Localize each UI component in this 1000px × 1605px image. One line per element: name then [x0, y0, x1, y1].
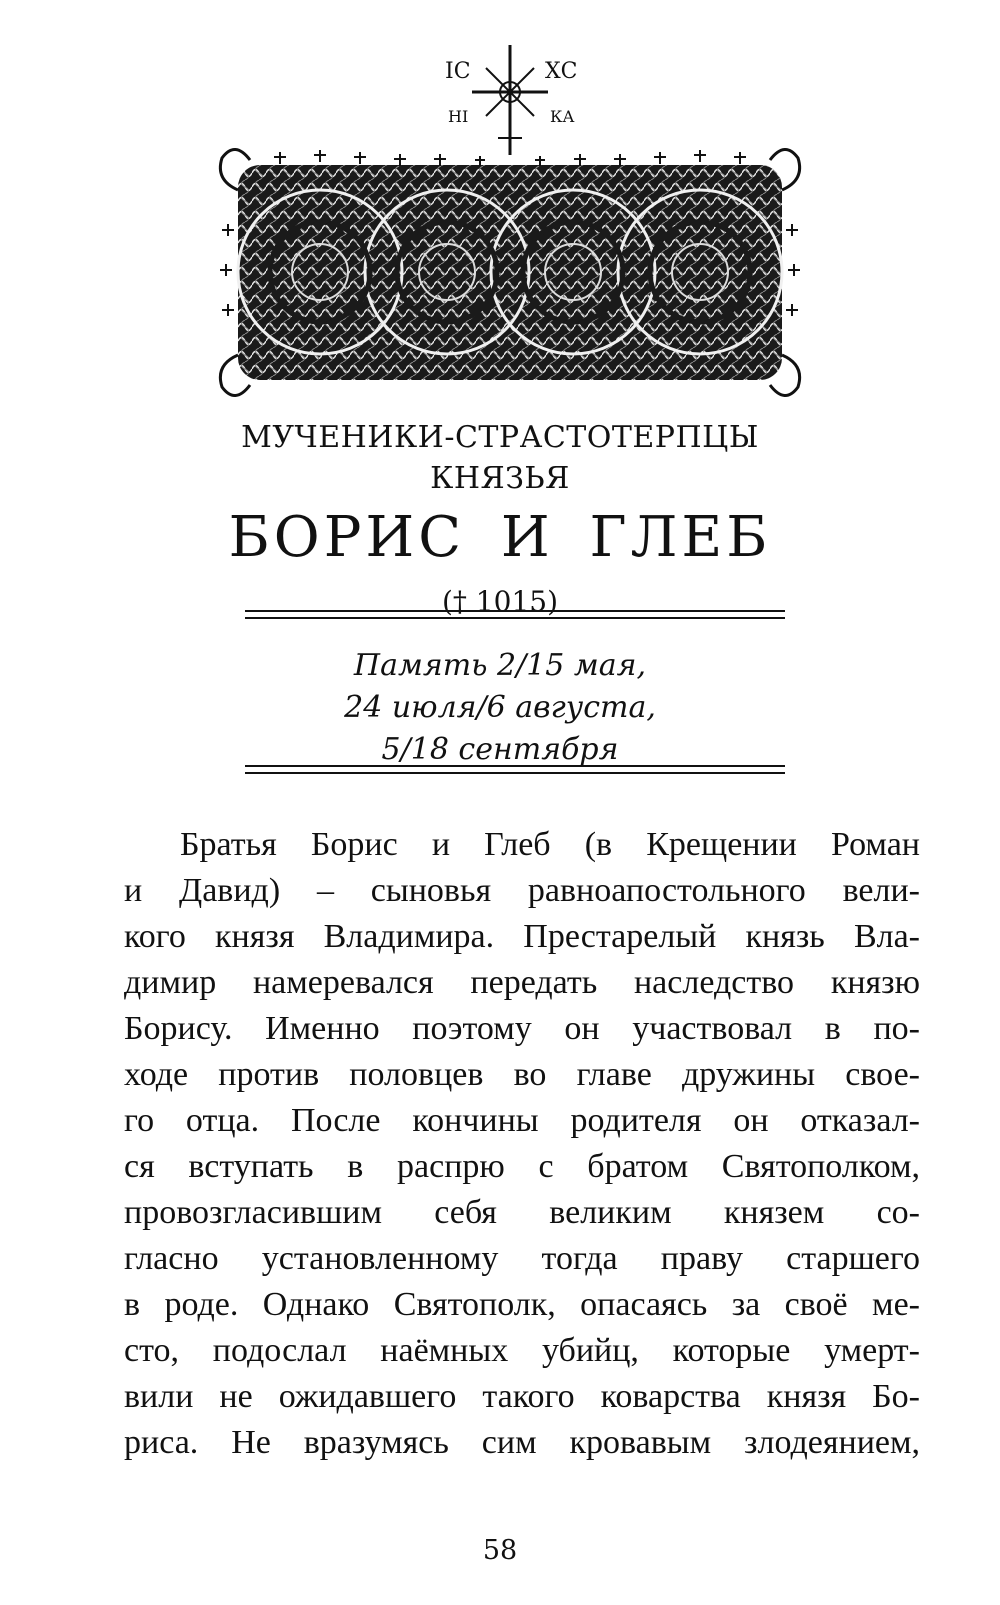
body-line: кого князя Владимира. Престарелый князь Вла-	[124, 918, 920, 955]
memory-line: Память 2/15 мая,	[353, 648, 647, 683]
body-line: Борису. Именно поэтому он участвовал в по-	[124, 1010, 920, 1047]
page-number: 58	[482, 1535, 518, 1566]
ornament-headpiece	[210, 40, 810, 415]
monogram-ka: КА	[550, 107, 575, 126]
body-line: ся вступать в распрю с братом Святополком,	[124, 1148, 920, 1185]
page-title: БОРИС И ГЛЕБ	[228, 505, 772, 570]
top-rule-2	[245, 617, 785, 619]
pre-title-princes: КНЯЗЬЯ	[430, 461, 570, 496]
monogram-ic: ІС	[445, 59, 471, 84]
pre-title-martyrs: МУЧЕНИКИ-СТРАСТОТЕРПЦЫ	[241, 420, 759, 455]
top-rule-1	[245, 610, 785, 612]
memory-line: 5/18 сентября	[381, 732, 619, 767]
body-line: ходе против половцев во главе дружины свое-	[124, 1056, 920, 1093]
body-paragraph	[124, 822, 920, 1466]
death-date: († 1015)	[441, 585, 558, 618]
body-line: гласно установленному тогда праву старшего	[124, 1240, 920, 1277]
body-line: риса. Не вразумясь сим кровавым злодеянием,	[124, 1424, 920, 1461]
monogram-xc: ХС	[545, 59, 578, 84]
body-line: и Давид) – сыновья равноапостольного вели-	[124, 872, 920, 909]
body-line: Братья Борис и Глеб (в Крещении Роман	[180, 826, 920, 863]
memory-dates	[0, 645, 1000, 771]
body-line: в роде. Однако Святополк, опасаясь за своё ме-	[124, 1286, 920, 1323]
body-line: провозгласившим себя великим князем со-	[124, 1194, 920, 1231]
bottom-rule-2	[245, 772, 785, 774]
memory-line: 24 июля/6 августа,	[344, 690, 656, 725]
monogram-cross-icon	[472, 45, 548, 155]
body-line: димир намеревался передать наследство князю	[124, 964, 920, 1001]
monogram-ni: НІ	[448, 107, 469, 126]
bottom-rule-1	[245, 765, 785, 767]
body-line: сто, подослал наёмных убийц, которые умерт-	[124, 1332, 920, 1369]
interlace-band	[220, 149, 799, 395]
body-line: го отца. После кончины родителя он отказал-	[124, 1102, 920, 1139]
body-line: вили не ожидавшего такого коварства князя Бо-	[124, 1378, 920, 1415]
